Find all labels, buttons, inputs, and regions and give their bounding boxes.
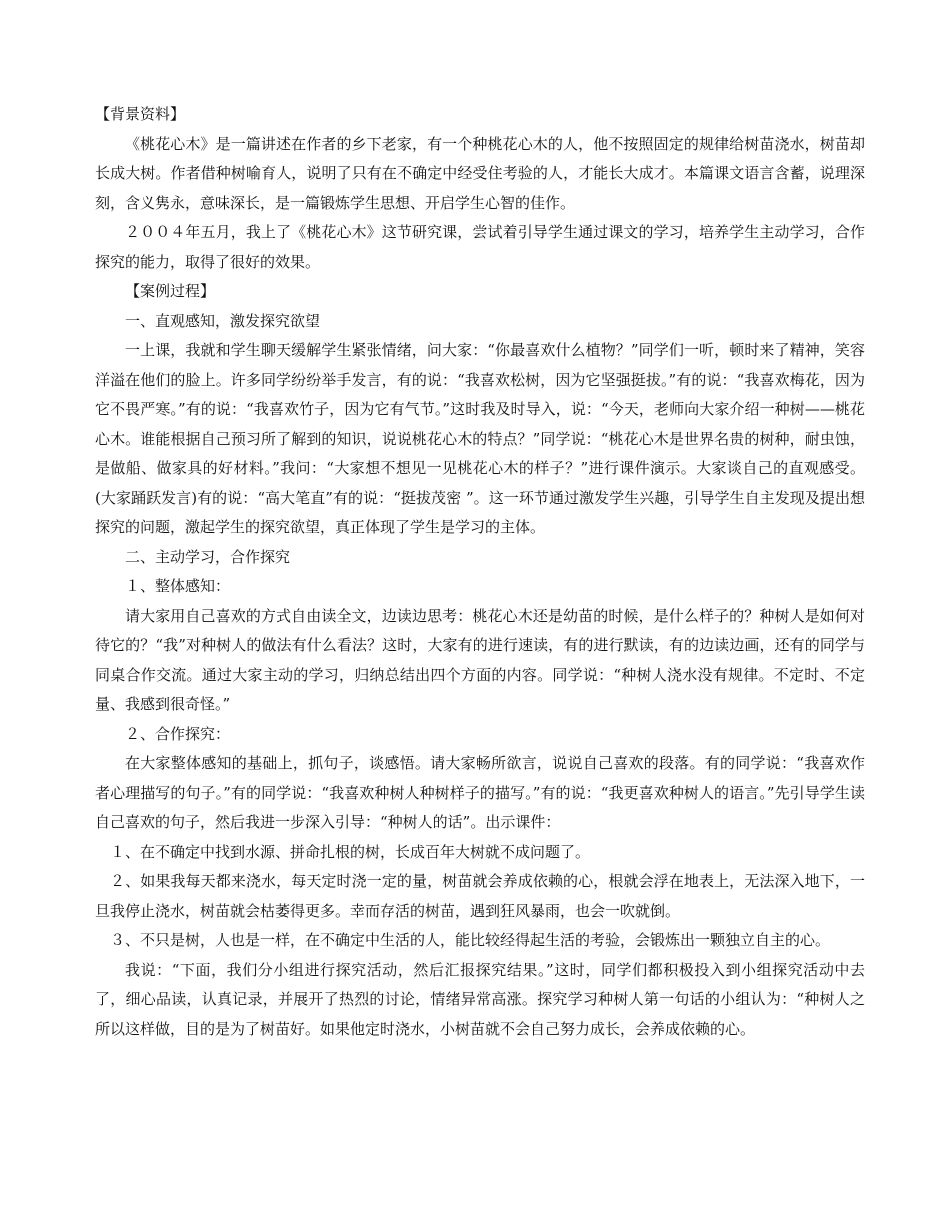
document-page — [95, 100, 865, 1044]
paragraph-intro: 《桃花心木》是一篇讲述在作者的乡下老家，有一个种桃花心木的人，他不按照固定的规律给树苗浇水，树苗却长成大树。作者借种树喻育人，说明了只有在不确定中经受住考验的人，才能长大成才。本篇课文语言含蓄，说理深刻，含义隽永，意味深长，是一篇锻炼学生思想、开启学生心智的佳作。 — [95, 134, 865, 212]
section-heading-background: 【背景资料】 — [95, 105, 186, 123]
quote-item-2: ２、如果我每天都来浇水，每天定时浇一定的量，树苗就会养成依赖的心，根就会浮在地表上，无法深入地下，一旦我停止浇水，树苗就会枯萎得更多。幸而存活的树苗，遇到狂风暴雨，也会一吹就倒。 — [95, 872, 865, 920]
quote-item-3: ３、不只是树，人也是一样，在不确定中生活的人，能比较经得起生活的考验，会锻炼出一颗独立自主的心。 — [110, 931, 831, 949]
paragraph-overall-perception: 请大家用自己喜欢的方式自由读全文，边读边思考：桃花心木还是幼苗的时候，是什么样子的？种树人是如何对待它的？“我”对种树人的做法有什么看法？这时，大家有的进行速读，有的进行默读，有的边读边画，还有的同学与同桌合作交流。通过大家主动的学习，归纳总结出四个方面的内容。同学说：“种树人浇水没有规律。不定时、不定量、我感到很奇怪。” — [95, 606, 865, 713]
subheading-part-two: 二、主动学习，合作探究 — [125, 547, 291, 566]
paragraph-part-one-body: 一上课，我就和学生聊天缓解学生紧张情绪，问大家：“你最喜欢什么植物？”同学们一听，顿时来了精神，笑容洋溢在他们的脸上。许多同学纷纷举手发言，有的说：“我喜欢松树，因为它坚强挺拔。”有的说：“我喜欢梅花，因为它不畏严寒。”有的说：“我喜欢竹子，因为它有气节。”这时我及时导入，说：“今天，老师向大家介绍一种树——桃花心木。谁能根据自己预习所了解到的知识，说说桃花心木的特点？”同学说：“桃花心木是世界名贵的树种，耐虫蚀，是做船、做家具的好材料。”我问：“大家想不想见一见桃花心木的样子？”进行课件演示。大家谈自己的直观感受。(大家踊跃发言)有的说：“高大笔直”有的说：“挺拔茂密 ”。这一环节通过激发学生兴趣，引导学生自主发现及提出想探究的问题，激起学生的探究欲望，真正体现了学生是学习的主体。 — [95, 341, 865, 536]
paragraph-lesson-date: ２００４年五月，我上了《桃花心木》这节研究课，尝试着引导学生通过课文的学习，培养学生主动学习，合作探究的能力，取得了很好的效果。 — [95, 223, 865, 271]
paragraph-cooperative-inquiry: 在大家整体感知的基础上，抓句子，谈感悟。请大家畅所欲言，说说自己喜欢的段落。有的同学说：“我喜欢作者心理描写的句子。”有的同学说：“我喜欢种树人种树样子的描写。”有的说：“我更喜欢种树人的语言。”先引导学生读自己喜欢的句子，然后我进一步深入引导：“种树人的话”。出示课件： — [95, 754, 865, 831]
subheading-part-one: 一、直观感知，激发探究欲望 — [125, 311, 321, 330]
section-heading-case-process: 【案例过程】 — [125, 282, 216, 300]
subheading-cooperative-inquiry: ２、合作探究： — [125, 724, 231, 743]
paragraph-group-activity: 我说：“下面，我们分小组进行探究活动，然后汇报探究结果。”这时，同学们都积极投入到小组探究活动中去了，细心品读，认真记录，并展开了热烈的讨论，情绪异常高涨。探究学习种树人第一句话的小组认为：“种树人之所以这样做，目的是为了树苗好。如果他定时浇水，小树苗就不会自己努力成长，会养成依赖的心。 — [95, 960, 865, 1038]
quote-item-1: １、在不确定中找到水源、拼命扎根的树，长成百年大树就不成问题了。 — [110, 842, 591, 861]
subheading-overall-perception: １、整体感知： — [125, 577, 231, 595]
